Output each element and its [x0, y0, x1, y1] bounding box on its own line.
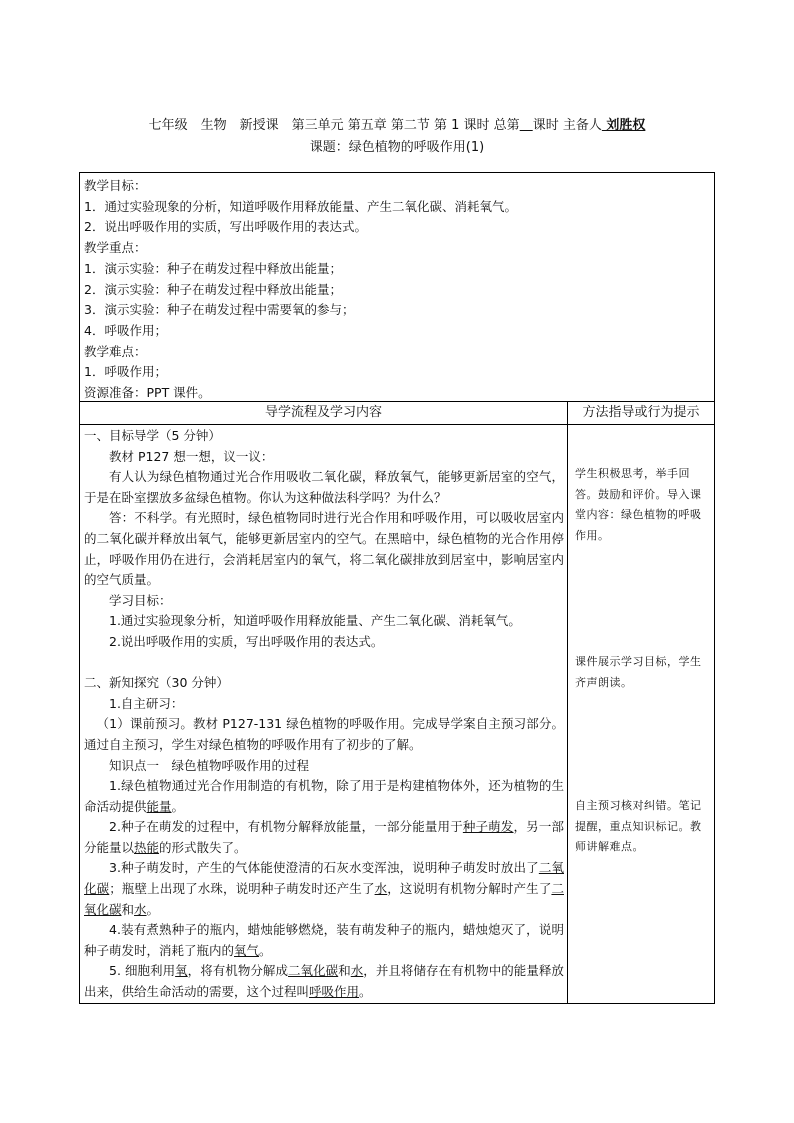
goal-item: 2．说出呼吸作用的实质，写出呼吸作用的表达式。 [84, 219, 367, 235]
table-column-divider [567, 401, 568, 1004]
answer-blank: 种子萌发 [462, 819, 514, 835]
discussion-question: 有人认为绿色植物通过光合作用吸收二氧化碳，释放氧气，能够更新居室的空气，于是在卧室摆放多盆绿色植物。你认为这种做法科学吗？为什么？ [84, 469, 564, 505]
textbook-prompt: 教材 P127 想一想，议一议： [109, 448, 274, 464]
key-point-item: 3．演示实验：种子在萌发过程中需要氧的参与； [84, 302, 355, 318]
section-title-new-knowledge: 二、新知探究（30 分钟） [84, 675, 229, 691]
learning-goal-item: 1.通过实验现象分析，知道呼吸作用释放能量、产生二氧化碳、消耗氧气。 [109, 613, 521, 629]
answer-blank: 热能 [134, 839, 160, 855]
answer-blank: 氧气 [234, 942, 260, 958]
key-points-heading: 教学重点： [84, 240, 147, 256]
learning-goal-item: 2.说出呼吸作用的实质，写出呼吸作用的表达式。 [109, 633, 384, 649]
goal-item: 1．通过实验现象的分析，知道呼吸作用释放能量、产生二氧化碳、消耗氧气。 [84, 198, 517, 214]
lesson-topic: 课题：绿色植物的呼吸作用(1) [309, 140, 485, 155]
knowledge-item-3: 3.种子萌发时，产生的气体能使澄清的石灰水变浑浊，说明种子萌发时放出了二氧化碳；瓶壁上出现了水珠，说明种子萌发时还产生了水，这说明有机物分解时产生了二氧化碳和水。 [84, 860, 564, 917]
key-point-item: 1．演示实验：种子在萌发过程中释放出能量； [84, 260, 342, 276]
answer-blank: 氧 [175, 963, 188, 979]
knowledge-item-5: 5. 细胞利用氧，将有机物分解成二氧化碳和水，并且将储存在有机物中的能量释放出来，供给生命活动的需要，这个过程叫呼吸作用。 [84, 963, 564, 1000]
learning-goals-label: 学习目标： [109, 592, 172, 608]
answer-blank: 水 [374, 881, 388, 897]
answer-blank: 二氧化碳 [84, 860, 564, 897]
resources-line: 资源准备：PPT 课件。 [84, 385, 211, 401]
guidance-note-goals: 课件展示学习目标，学生齐声朗读。 [575, 655, 702, 689]
knowledge-point-heading: 知识点一 绿色植物呼吸作用的过程 [109, 757, 310, 773]
lesson-info-prefix: 七年级 生物 新授课 第三单元 第五章 第二节 第 1 课时 总第 [148, 118, 520, 133]
answer-blank: 水 [134, 901, 147, 917]
answer-blank: 呼吸作用 [309, 984, 360, 1000]
guidance-note-self-study: 自主预习核对纠错。笔记提醒，重点知识标记。教师讲解难点。 [575, 799, 702, 853]
preview-paragraph: （1）课前预习。教材 P127-131 绿色植物的呼吸作用。完成导学案自主预习部分。通过自主预习，学生对绿色植物的呼吸作用有了初步的了解。 [84, 716, 564, 752]
lesson-info-mid: 课时 主备人 [532, 118, 602, 133]
discussion-answer: 答：不科学。有光照时，绿色植物同时进行光合作用和呼吸作用，可以吸收居室内的二氧化碳并释放出氧气，能够更新居室内的空气。在黑暗中，绿色植物的光合作用停止，呼吸作用仍在进行，会消耗居室内的氧气，将二氧化碳排放到居室中，影响居室内的空气质量。 [84, 510, 564, 588]
difficulty-item: 1．呼吸作用； [84, 364, 167, 380]
learning-content [84, 426, 564, 1003]
knowledge-item-1: 1.绿色植物通过光合作用制造的有机物，除了用于是构建植物体外，还为植物的生命活动提供能量。 [84, 778, 564, 814]
guidance-note-discussion: 学生积极思考，举手回答。鼓励和评价。导入课堂内容：绿色植物的呼吸作用。 [575, 467, 702, 542]
knowledge-item-2: 2.种子在萌发的过程中，有机物分解释放能量，一部分能量用于种子萌发，另一部分能量以热能的形式散失了。 [84, 819, 564, 855]
section-title-goal-guide: 一、目标导学（5 分钟） [84, 428, 221, 443]
teaching-goals-section [84, 176, 709, 404]
difficulty-heading: 教学难点： [84, 343, 147, 359]
answer-blank: 二氧化碳 [84, 881, 564, 917]
lesson-total-blank [520, 118, 533, 133]
self-study-label: 1.自主研习： [109, 695, 184, 711]
knowledge-item-4: 4.装有煮熟种子的瓶内，蜡烛能够燃烧，装有萌发种子的瓶内，蜡烛熄灭了，说明种子萌发时，消耗了瓶内的氧气。 [84, 922, 564, 958]
answer-blank: 二氧化碳 [288, 963, 339, 979]
column-header-process: 导学流程及学习内容 [264, 405, 382, 420]
key-point-item: 4．呼吸作用； [84, 322, 167, 338]
answer-blank: 水 [350, 963, 364, 979]
table-divider-header [79, 424, 715, 425]
answer-blank: 能量 [146, 798, 172, 814]
key-point-item: 2．演示实验：种子在萌发过程中释放出能量； [84, 281, 342, 297]
lesson-author: 刘胜权 [601, 118, 646, 133]
column-header-guidance: 方法指导或行为提示 [582, 405, 700, 420]
goals-heading: 教学目标： [84, 178, 147, 193]
lesson-info-line [0, 117, 794, 135]
